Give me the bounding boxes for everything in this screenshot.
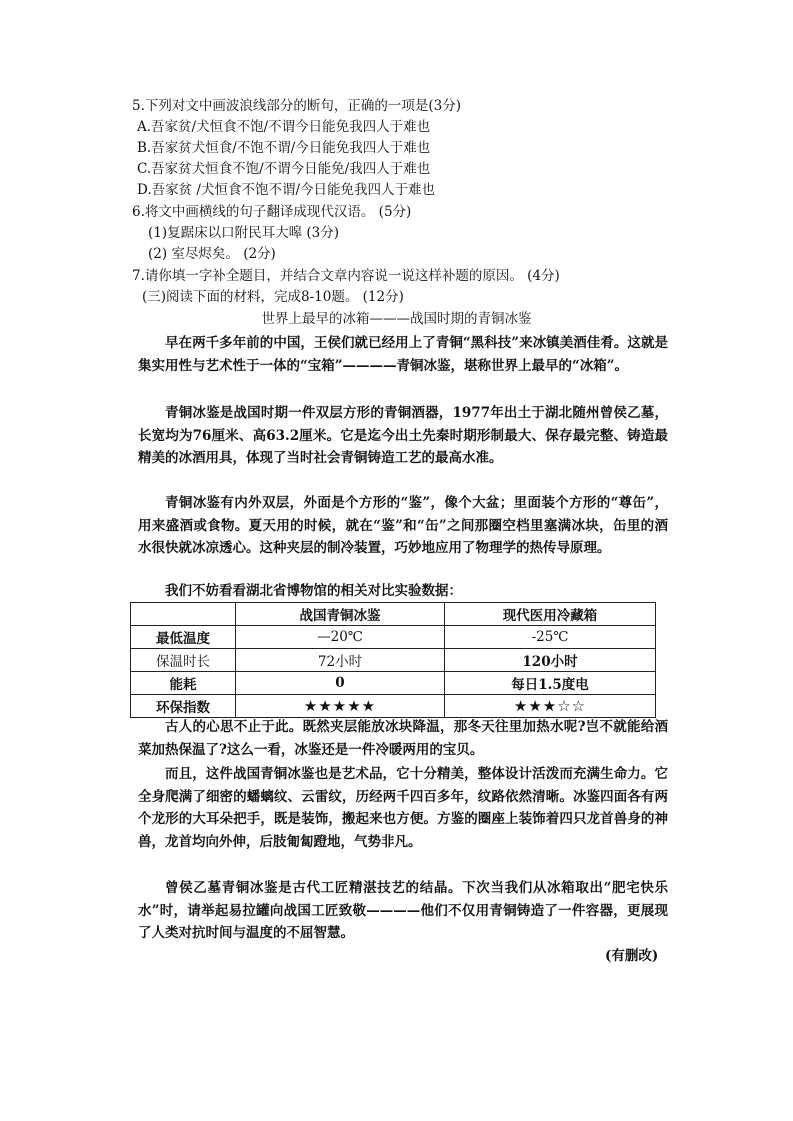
star-rating: ★★★☆☆ — [445, 695, 656, 718]
table-row-label: 环保指数 — [131, 695, 236, 718]
table-cell: 120小时 — [445, 649, 656, 672]
table-header-row — [131, 603, 656, 626]
table-cell: 0 — [236, 672, 445, 695]
comparison-table — [130, 602, 656, 718]
table-row — [131, 695, 656, 718]
table-cell: 每日1.5度电 — [445, 672, 656, 695]
table-row-label: 能耗 — [131, 672, 236, 695]
article-paragraph-7: 曾侯乙墓青铜冰鉴是古代工匠精湛技艺的结晶。下次当我们从冰箱取出“肥宅快乐水”时，请举起易拉罐向战国工匠致敬————他们不仅用青铜铸造了一件容器，更展现了人类对抗时间与温度的不屈智慧。 — [138, 880, 668, 941]
q6-item-1: (1)复踞床以口附民耳大嗥 (3分) — [148, 225, 340, 241]
table-header-cell — [131, 603, 236, 626]
table-row-label: 保温时长 — [131, 649, 236, 672]
table-row — [131, 626, 656, 649]
q5-option-c: C.吾家贫犬恒食不饱/不谓今日能免/我四人于难也 — [137, 161, 431, 177]
editor-note: (有删改) — [605, 948, 659, 964]
section-3-heading: (三)阅读下面的材料，完成8-10题。 (12分) — [142, 289, 404, 305]
table-header-cell: 战国青铜冰鉴 — [236, 603, 445, 626]
q6-item-2: (2) 室尽烬矣。 (2分) — [148, 246, 276, 262]
table-row-label: 最低温度 — [131, 626, 236, 649]
table-row — [131, 649, 656, 672]
table-cell: -25℃ — [445, 626, 656, 649]
article-paragraph-4: 我们不妨看看湖北省博物馆的相关对比实验数据： — [165, 583, 462, 599]
article-paragraph-6: 而且，这件战国青铜冰鉴也是艺术品，它十分精美，整体设计活泼而充满生命力。它全身爬满了细密的蟠螭纹、云雷纹，历经两千四百多年，纹路依然清晰。冰鉴四面各有两个龙形的大耳朵把手，既是装饰，搬起来也方便。方鉴的圈座上装饰着四只龙首兽身的神兽，龙首均向外伸，后肢匍匐蹬地，气势非凡。 — [138, 766, 668, 850]
table-cell: —20℃ — [236, 626, 445, 649]
article-paragraph-2: 青铜冰鉴是战国时期一件双层方形的青铜酒器，1977年出土于湖北随州曾侯乙墓，长宽均为76厘米、高63.2厘米。它是迄今出土先秦时期形制最大、保存最完整、铸造最精美的冰酒用具，体现了当时社会青铜铸造工艺的最高水准。 — [138, 405, 668, 466]
q5-option-d: D.吾家贫 /犬恒食不饱不谓/今日能免我四人于难也 — [137, 182, 436, 198]
question-7: 7.请你填一字补全题目，并结合文章内容说一说这样补题的原因。 (4分) — [132, 268, 560, 284]
article-paragraph-3: 青铜冰鉴有内外双层，外面是个方形的“鉴”，像个大盆；里面装个方形的“尊缶”，用来盛酒或食物。夏天用的时候，就在“鉴”和“缶”之间那圈空档里塞满冰块，缶里的酒水很快就冰凉透心。这种夹层的制冷装置，巧妙地应用了物理学的热传导原理。 — [138, 495, 668, 556]
table-cell: 72小时 — [236, 649, 445, 672]
question-5: 5.下列对文中画波浪线部分的断句，正确的一项是(3分) — [132, 98, 462, 114]
question-6: 6.将文中画横线的句子翻译成现代汉语。 (5分) — [132, 204, 412, 220]
article-paragraph-5: 古人的心思不止于此。既然夹层能放冰块降温，那冬天往里加热水呢?岂不就能给酒菜加热保温了?这么一看，冰鉴还是一件冷暖两用的宝贝。 — [138, 719, 668, 758]
table-header-cell: 现代医用冷藏箱 — [445, 603, 656, 626]
star-rating: ★★★★★ — [236, 695, 445, 718]
article-title: 世界上最早的冰箱———战国时期的青铜冰鉴 — [261, 311, 532, 327]
q5-option-a: A.吾家贫/犬恒食不饱/不谓今日能免我四人于难也 — [137, 119, 431, 135]
article-paragraph-1: 早在两千多年前的中国，王侯们就已经用上了青铜“黑科技”来冰镇美酒佳肴。这就是集实用性与艺术性于一体的“宝箱”————青铜冰鉴，堪称世界上最早的“冰箱”。 — [138, 335, 668, 374]
table-row — [131, 672, 656, 695]
q5-option-b: B.吾家贫犬恒食/不饱不谓/今日能免我四人于难也 — [137, 140, 431, 156]
